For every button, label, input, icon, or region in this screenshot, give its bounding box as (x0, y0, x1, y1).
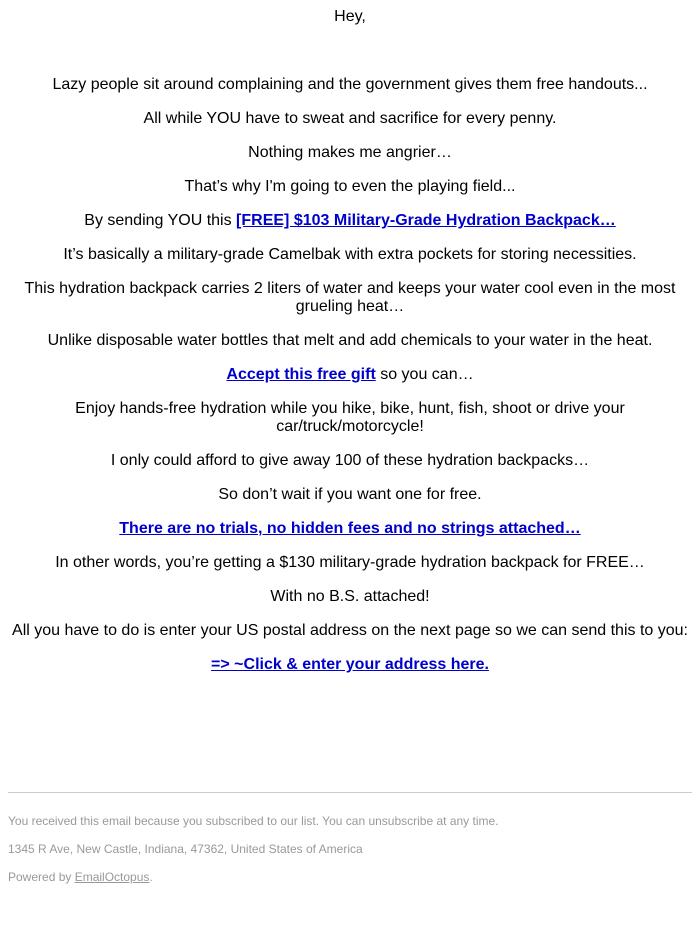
no-trials-link[interactable]: There are no trials, no hidden fees and no strings attached… (119, 520, 581, 537)
body-line-enter-address: All you have to do is enter your US postal address on the next page so we can send this to you: (12, 622, 688, 639)
body-line-camelbak: It’s basically a military-grade Camelbak with extra pockets for storing necessities. (63, 246, 637, 263)
greeting: Hey, (334, 8, 366, 25)
footer-subscription-notice: You received this email because you subscribed to our list. You can unsubscribe at any time. (8, 814, 499, 828)
no-trials-line (0, 520, 700, 538)
footer-divider (8, 792, 692, 793)
powered-by-prefix: Powered by (8, 870, 75, 884)
body-line-3: Nothing makes me angrier… (248, 144, 452, 161)
body-line-dont-wait: So don’t wait if you want one for free. (218, 486, 482, 503)
footer-address: 1345 R Ave, New Castle, Indiana, 47362, United States of America (8, 842, 363, 856)
accept-gift-line (0, 366, 700, 384)
enter-address-line (0, 656, 700, 674)
footer-powered-by (8, 870, 153, 884)
accept-gift-link[interactable]: Accept this free gift (226, 366, 376, 383)
body-line-hands-free: Enjoy hands-free hydration while you hike, bike, hunt, fish, shoot or drive your car/truck/motorcycle! (75, 400, 625, 435)
offer-line-text: By sending YOU this (84, 212, 237, 229)
enter-address-link[interactable]: => ~Click & enter your address here. (211, 656, 489, 673)
body-line-4: That’s why I'm going to even the playing field... (184, 178, 516, 195)
body-line-2: All while YOU have to sweat and sacrifice for every penny. (143, 110, 557, 127)
emailoctopus-link[interactable]: EmailOctopus (74, 870, 150, 884)
body-line-no-bs: With no B.S. attached! (270, 588, 430, 605)
body-line-capacity: This hydration backpack carries 2 liters of water and keeps your water cool even in the most grueling heat… (24, 280, 676, 315)
body-line-disposable: Unlike disposable water bottles that melt and add chemicals to your water in the heat. (47, 332, 653, 349)
body-line-only-100: I only could afford to give away 100 of these hydration backpacks… (110, 452, 590, 469)
accept-gift-line-text: so you can… (375, 366, 474, 383)
body-line-other-words: In other words, you’re getting a $130 military-grade hydration backpack for FREE… (55, 554, 645, 571)
body-line-1: Lazy people sit around complaining and the government gives them free handouts... (52, 76, 648, 93)
powered-by-suffix: . (149, 870, 153, 884)
offer-line (0, 212, 700, 230)
backpack-offer-link[interactable]: [FREE] $103 Military-Grade Hydration Backpack… (236, 212, 616, 229)
